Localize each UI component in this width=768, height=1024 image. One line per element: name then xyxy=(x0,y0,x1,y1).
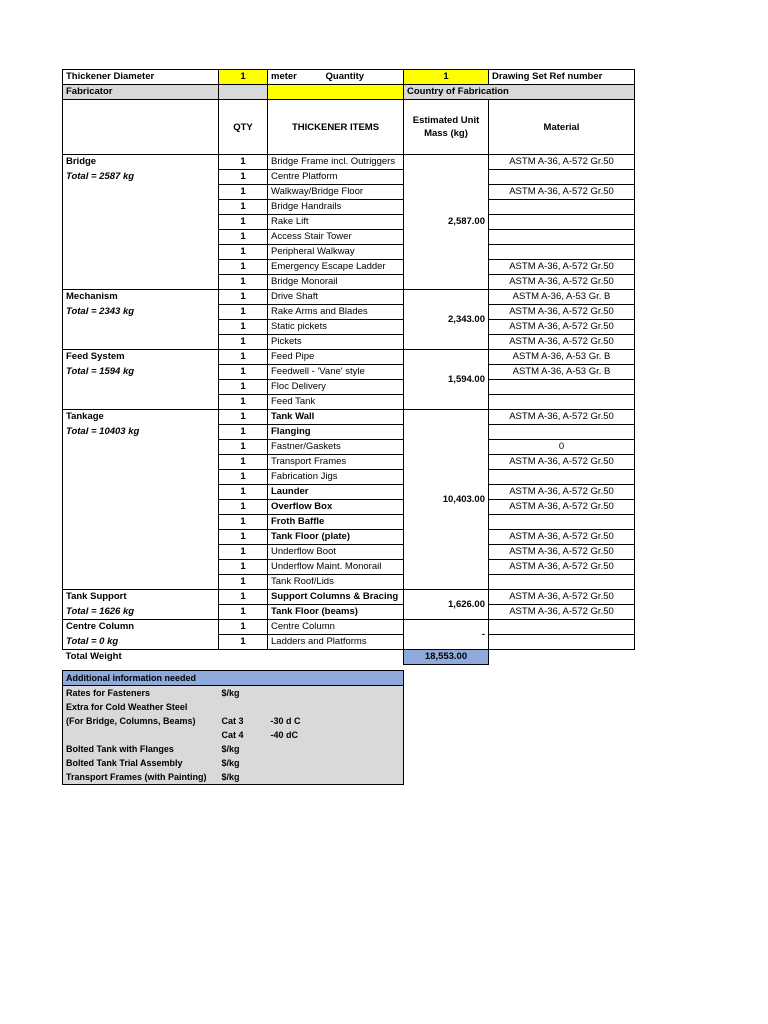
material-cell[interactable] xyxy=(489,515,635,530)
item-name-cell: Emergency Escape Ladder xyxy=(268,260,404,275)
qty-cell[interactable]: 1 xyxy=(219,425,268,440)
additional-info-unit[interactable] xyxy=(219,700,268,714)
material-cell[interactable]: ASTM A-36, A-572 Gr.50 xyxy=(489,260,635,275)
table-row xyxy=(63,425,635,440)
additional-info-value[interactable] xyxy=(268,770,404,785)
column-header-row xyxy=(63,100,635,155)
group-spacer xyxy=(63,395,219,410)
table-row xyxy=(63,335,635,350)
group-name: Centre Column xyxy=(63,620,219,635)
group-total: Total = 1626 kg xyxy=(63,605,219,620)
group-total: Total = 0 kg xyxy=(63,635,219,650)
additional-info-label: Rates for Fasteners xyxy=(63,686,219,701)
item-name-cell: Launder xyxy=(268,485,404,500)
qty-cell[interactable]: 1 xyxy=(219,380,268,395)
group-spacer xyxy=(63,230,219,245)
table-row xyxy=(63,200,635,215)
additional-info-row xyxy=(63,686,404,701)
item-name-cell: Feedwell - 'Vane' style xyxy=(268,365,404,380)
qty-cell[interactable]: 1 xyxy=(219,455,268,470)
item-name-cell: Tank Roof/Lids xyxy=(268,575,404,590)
qty-cell[interactable]: 1 xyxy=(219,305,268,320)
table-row xyxy=(63,410,635,425)
qty-cell[interactable]: 1 xyxy=(219,545,268,560)
country-label: Country of Fabrication xyxy=(404,85,635,100)
additional-info-unit[interactable]: $/kg xyxy=(219,770,268,785)
table-row xyxy=(63,545,635,560)
fabricator-label: Fabricator xyxy=(63,85,219,100)
additional-info-value[interactable] xyxy=(268,756,404,770)
material-cell[interactable]: ASTM A-36, A-572 Gr.50 xyxy=(489,155,635,170)
item-name-cell: Tank Floor (beams) xyxy=(268,605,404,620)
item-name-cell: Access Stair Tower xyxy=(268,230,404,245)
total-spacer xyxy=(489,650,635,665)
group-name: Feed System xyxy=(63,350,219,365)
additional-info-unit[interactable]: $/kg xyxy=(219,756,268,770)
item-name-cell: Fastner/Gaskets xyxy=(268,440,404,455)
item-name-cell: Support Columns & Bracing xyxy=(268,590,404,605)
material-cell[interactable] xyxy=(489,230,635,245)
table-row xyxy=(63,260,635,275)
material-cell[interactable]: ASTM A-36, A-572 Gr.50 xyxy=(489,485,635,500)
total-spacer xyxy=(219,650,268,665)
material-cell[interactable]: ASTM A-36, A-572 Gr.50 xyxy=(489,410,635,425)
qty-cell[interactable]: 1 xyxy=(219,410,268,425)
total-weight-value: 18,553.00 xyxy=(404,650,489,665)
group-total: Total = 2587 kg xyxy=(63,170,219,185)
group-mass-cell[interactable]: 2,587.00 xyxy=(404,155,489,290)
group-name: Bridge xyxy=(63,155,219,170)
additional-info-title-row xyxy=(63,671,404,686)
table-row xyxy=(63,470,635,485)
column-header-items: THICKENER ITEMS xyxy=(268,100,404,155)
additional-info-unit[interactable]: $/kg xyxy=(219,686,268,701)
table-row xyxy=(63,620,635,635)
column-header-blank xyxy=(63,100,219,155)
qty-cell[interactable]: 1 xyxy=(219,530,268,545)
table-row xyxy=(63,185,635,200)
qty-cell[interactable]: 1 xyxy=(219,200,268,215)
qty-cell[interactable]: 1 xyxy=(219,635,268,650)
table-row xyxy=(63,440,635,455)
table-row xyxy=(63,485,635,500)
material-cell[interactable] xyxy=(489,425,635,440)
item-name-cell: Overflow Box xyxy=(268,500,404,515)
material-cell[interactable]: ASTM A-36, A-53 Gr. B xyxy=(489,365,635,380)
qty-cell[interactable]: 1 xyxy=(219,245,268,260)
material-cell[interactable] xyxy=(489,170,635,185)
group-spacer xyxy=(63,245,219,260)
group-spacer xyxy=(63,260,219,275)
total-spacer xyxy=(268,650,404,665)
table-row xyxy=(63,575,635,590)
table-row xyxy=(63,500,635,515)
item-name-cell: Walkway/Bridge Floor xyxy=(268,185,404,200)
item-name-cell: Pickets xyxy=(268,335,404,350)
qty-cell[interactable]: 1 xyxy=(219,335,268,350)
table-row xyxy=(63,515,635,530)
qty-cell[interactable]: 1 xyxy=(219,260,268,275)
additional-info-row xyxy=(63,714,404,728)
unit-quantity-cell xyxy=(268,70,404,85)
material-cell[interactable] xyxy=(489,575,635,590)
material-cell[interactable] xyxy=(489,620,635,635)
qty-cell[interactable]: 1 xyxy=(219,185,268,200)
drawing-ref-label: Drawing Set Ref number xyxy=(489,70,635,85)
table-row xyxy=(63,275,635,290)
item-name-cell: Peripheral Walkway xyxy=(268,245,404,260)
qty-cell[interactable]: 1 xyxy=(219,470,268,485)
item-name-cell: Centre Platform xyxy=(268,170,404,185)
table-row xyxy=(63,590,635,605)
group-spacer xyxy=(63,545,219,560)
group-mass-cell[interactable]: 10,403.00 xyxy=(404,410,489,590)
qty-cell[interactable]: 1 xyxy=(219,155,268,170)
item-name-cell: Centre Column xyxy=(268,620,404,635)
total-weight-label: Total Weight xyxy=(63,650,219,665)
material-cell[interactable] xyxy=(489,395,635,410)
additional-info-row xyxy=(63,728,404,742)
qty-cell[interactable]: 1 xyxy=(219,215,268,230)
item-name-cell: Static pickets xyxy=(268,320,404,335)
table-row xyxy=(63,320,635,335)
additional-info-label: Transport Frames (with Painting) xyxy=(63,770,219,785)
material-cell[interactable]: ASTM A-36, A-572 Gr.50 xyxy=(489,335,635,350)
table-row xyxy=(63,365,635,380)
additional-info-row xyxy=(63,756,404,770)
item-name-cell: Transport Frames xyxy=(268,455,404,470)
additional-info-label: Extra for Cold Weather Steel xyxy=(63,700,219,714)
additional-info-label: (For Bridge, Columns, Beams) xyxy=(63,714,219,728)
fabricator-spacer xyxy=(219,85,268,100)
material-cell[interactable] xyxy=(489,380,635,395)
material-cell[interactable]: ASTM A-36, A-572 Gr.50 xyxy=(489,590,635,605)
additional-info-row xyxy=(63,770,404,785)
table-row xyxy=(63,395,635,410)
item-name-cell: Underflow Boot xyxy=(268,545,404,560)
column-header-material: Material xyxy=(489,100,635,155)
additional-info-label xyxy=(63,728,219,742)
thickener-items-table xyxy=(62,69,635,665)
additional-info-label: Bolted Tank Trial Assembly xyxy=(63,756,219,770)
additional-info-value[interactable] xyxy=(268,742,404,756)
header-row-diameter xyxy=(63,70,635,85)
table-row xyxy=(63,605,635,620)
group-spacer xyxy=(63,185,219,200)
table-row xyxy=(63,560,635,575)
group-mass-cell[interactable]: 1,594.00 xyxy=(404,350,489,410)
total-weight-row xyxy=(63,650,635,665)
quantity-label: Quantity xyxy=(325,71,365,82)
table-row xyxy=(63,245,635,260)
group-spacer xyxy=(63,440,219,455)
additional-info-unit[interactable]: $/kg xyxy=(219,742,268,756)
material-cell[interactable] xyxy=(489,200,635,215)
group-spacer xyxy=(63,530,219,545)
material-cell[interactable]: ASTM A-36, A-572 Gr.50 xyxy=(489,275,635,290)
item-name-cell: Tank Floor (plate) xyxy=(268,530,404,545)
group-total: Total = 2343 kg xyxy=(63,305,219,320)
group-total: Total = 10403 kg xyxy=(63,425,219,440)
qty-cell[interactable]: 1 xyxy=(219,515,268,530)
group-name: Tank Support xyxy=(63,590,219,605)
qty-cell[interactable]: 1 xyxy=(219,290,268,305)
additional-info-table xyxy=(62,670,404,785)
group-spacer xyxy=(63,575,219,590)
item-name-cell: Bridge Monorail xyxy=(268,275,404,290)
material-cell[interactable] xyxy=(489,470,635,485)
group-spacer xyxy=(63,485,219,500)
item-name-cell: Feed Tank xyxy=(268,395,404,410)
material-cell[interactable]: ASTM A-36, A-53 Gr. B xyxy=(489,350,635,365)
group-spacer xyxy=(63,275,219,290)
material-cell[interactable]: ASTM A-36, A-572 Gr.50 xyxy=(489,500,635,515)
additional-info-unit[interactable]: Cat 4 xyxy=(219,728,268,742)
table-row xyxy=(63,305,635,320)
group-spacer xyxy=(63,320,219,335)
table-row xyxy=(63,380,635,395)
qty-cell[interactable]: 1 xyxy=(219,395,268,410)
qty-cell[interactable]: 1 xyxy=(219,590,268,605)
additional-info-value[interactable]: -40 dC xyxy=(268,728,404,742)
qty-cell[interactable]: 1 xyxy=(219,365,268,380)
qty-cell[interactable]: 1 xyxy=(219,275,268,290)
table-row xyxy=(63,455,635,470)
material-cell[interactable]: ASTM A-36, A-572 Gr.50 xyxy=(489,545,635,560)
additional-info-value[interactable]: -30 d C xyxy=(268,714,404,728)
material-cell[interactable]: ASTM A-36, A-53 Gr. B xyxy=(489,290,635,305)
item-name-cell: Fabrication Jigs xyxy=(268,470,404,485)
qty-cell[interactable]: 1 xyxy=(219,620,268,635)
item-name-cell: Drive Shaft xyxy=(268,290,404,305)
additional-info-value[interactable] xyxy=(268,700,404,714)
group-name: Mechanism xyxy=(63,290,219,305)
additional-info-row xyxy=(63,700,404,714)
material-cell[interactable] xyxy=(489,245,635,260)
item-name-cell: Bridge Handrails xyxy=(268,200,404,215)
diameter-value-cell[interactable]: 1 xyxy=(219,70,268,85)
additional-info-title: Additional information needed xyxy=(63,671,404,686)
material-cell[interactable]: ASTM A-36, A-572 Gr.50 xyxy=(489,185,635,200)
material-cell[interactable]: ASTM A-36, A-572 Gr.50 xyxy=(489,320,635,335)
group-spacer xyxy=(63,500,219,515)
qty-cell[interactable]: 1 xyxy=(219,350,268,365)
column-header-mass: Estimated Unit Mass (kg) xyxy=(404,100,489,155)
group-spacer xyxy=(63,335,219,350)
group-mass-cell[interactable]: 1,626.00 xyxy=(404,590,489,620)
group-spacer xyxy=(63,470,219,485)
qty-cell[interactable]: 1 xyxy=(219,605,268,620)
material-cell[interactable]: ASTM A-36, A-572 Gr.50 xyxy=(489,455,635,470)
item-name-cell: Froth Baffle xyxy=(268,515,404,530)
qty-cell[interactable]: 1 xyxy=(219,485,268,500)
group-total: Total = 1594 kg xyxy=(63,365,219,380)
group-spacer xyxy=(63,515,219,530)
qty-cell[interactable]: 1 xyxy=(219,575,268,590)
diameter-label: Thickener Diameter xyxy=(63,70,219,85)
item-name-cell: Underflow Maint. Monorail xyxy=(268,560,404,575)
column-header-qty: QTY xyxy=(219,100,268,155)
item-name-cell: Rake Lift xyxy=(268,215,404,230)
material-cell[interactable]: ASTM A-36, A-572 Gr.50 xyxy=(489,605,635,620)
additional-info-row xyxy=(63,742,404,756)
qty-cell[interactable]: 1 xyxy=(219,440,268,455)
item-name-cell: Rake Arms and Blades xyxy=(268,305,404,320)
table-row xyxy=(63,230,635,245)
additional-info-label: Bolted Tank with Flanges xyxy=(63,742,219,756)
group-spacer xyxy=(63,200,219,215)
group-spacer xyxy=(63,215,219,230)
quantity-value-cell[interactable]: 1 xyxy=(404,70,489,85)
item-name-cell: Tank Wall xyxy=(268,410,404,425)
table-row xyxy=(63,170,635,185)
table-row xyxy=(63,350,635,365)
table-row xyxy=(63,635,635,650)
qty-cell[interactable]: 1 xyxy=(219,560,268,575)
group-spacer xyxy=(63,455,219,470)
item-name-cell: Floc Delivery xyxy=(268,380,404,395)
item-name-cell: Bridge Frame incl. Outriggers xyxy=(268,155,404,170)
additional-info-value[interactable] xyxy=(268,686,404,701)
additional-info-unit[interactable]: Cat 3 xyxy=(219,714,268,728)
qty-cell[interactable]: 1 xyxy=(219,230,268,245)
qty-cell[interactable]: 1 xyxy=(219,170,268,185)
group-mass-cell[interactable]: - xyxy=(404,620,489,650)
group-name: Tankage xyxy=(63,410,219,425)
item-name-cell: Flanging xyxy=(268,425,404,440)
material-cell[interactable] xyxy=(489,635,635,650)
table-row xyxy=(63,155,635,170)
fabricator-input-cell[interactable] xyxy=(268,85,404,100)
table-row xyxy=(63,215,635,230)
group-spacer xyxy=(63,560,219,575)
header-row-fabricator xyxy=(63,85,635,100)
group-mass-cell[interactable]: 2,343.00 xyxy=(404,290,489,350)
qty-cell[interactable]: 1 xyxy=(219,500,268,515)
unit-label: meter xyxy=(271,71,297,82)
group-spacer xyxy=(63,380,219,395)
material-cell[interactable] xyxy=(489,215,635,230)
table-row xyxy=(63,530,635,545)
item-name-cell: Feed Pipe xyxy=(268,350,404,365)
table-row xyxy=(63,290,635,305)
material-cell[interactable]: ASTM A-36, A-572 Gr.50 xyxy=(489,305,635,320)
material-cell[interactable]: ASTM A-36, A-572 Gr.50 xyxy=(489,560,635,575)
material-cell[interactable]: 0 xyxy=(489,440,635,455)
material-cell[interactable]: ASTM A-36, A-572 Gr.50 xyxy=(489,530,635,545)
item-name-cell: Ladders and Platforms xyxy=(268,635,404,650)
qty-cell[interactable]: 1 xyxy=(219,320,268,335)
